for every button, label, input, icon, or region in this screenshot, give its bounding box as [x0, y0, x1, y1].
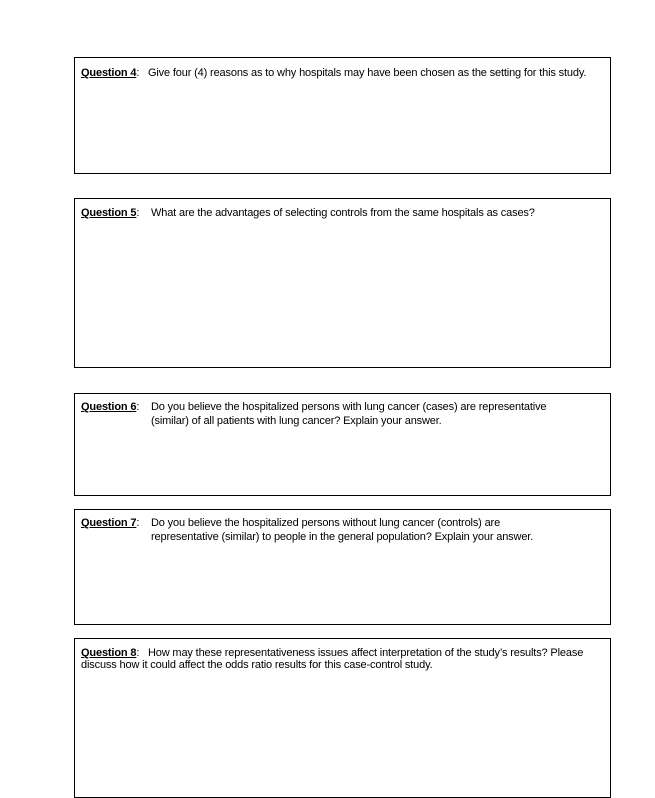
- question-7-box[interactable]: [74, 509, 611, 625]
- question-7-content: [81, 516, 570, 544]
- question-5-label: Question 5: [81, 207, 137, 219]
- question-4-box[interactable]: [74, 57, 611, 174]
- question-5-box[interactable]: [74, 198, 611, 368]
- question-8-box[interactable]: [74, 638, 611, 798]
- question-7-separator: :: [136, 517, 140, 529]
- question-8-separator: :: [136, 647, 140, 659]
- question-7-label: Question 7: [81, 517, 137, 529]
- question-5-head: [81, 206, 151, 220]
- question-6-text: Do you believe the hospitalized persons with lung cancer (cases) are representative (similar) of all patients with lung cancer? Explain your answer.: [151, 401, 547, 427]
- question-8-label: Question 8: [81, 647, 137, 659]
- question-6-head: [81, 400, 151, 428]
- question-6-content: [81, 400, 580, 428]
- question-4-separator: :: [136, 67, 140, 79]
- question-7-text: Do you believe the hospitalized persons without lung cancer (controls) are representative (similar) to people in the general population? Explain your answer.: [151, 517, 534, 543]
- question-7-head: [81, 516, 151, 544]
- question-4-text: Give four (4) reasons as to why hospitals may have been chosen as the setting for this study.: [147, 67, 587, 79]
- question-6-box[interactable]: [74, 393, 611, 496]
- question-4-content: [81, 67, 592, 79]
- question-5-content: [81, 206, 604, 220]
- question-6-separator: :: [136, 401, 140, 413]
- question-5-separator: :: [136, 207, 140, 219]
- question-8-content: [81, 647, 621, 671]
- question-6-label: Question 6: [81, 401, 137, 413]
- question-4-label: Question 4: [81, 67, 137, 79]
- question-8-text: How may these representativeness issues affect interpretation of the study’s results? Please discuss how it could affect the odds ratio results for this case-control study.: [81, 647, 584, 671]
- question-5-text: What are the advantages of selecting controls from the same hospitals as cases?: [151, 207, 535, 219]
